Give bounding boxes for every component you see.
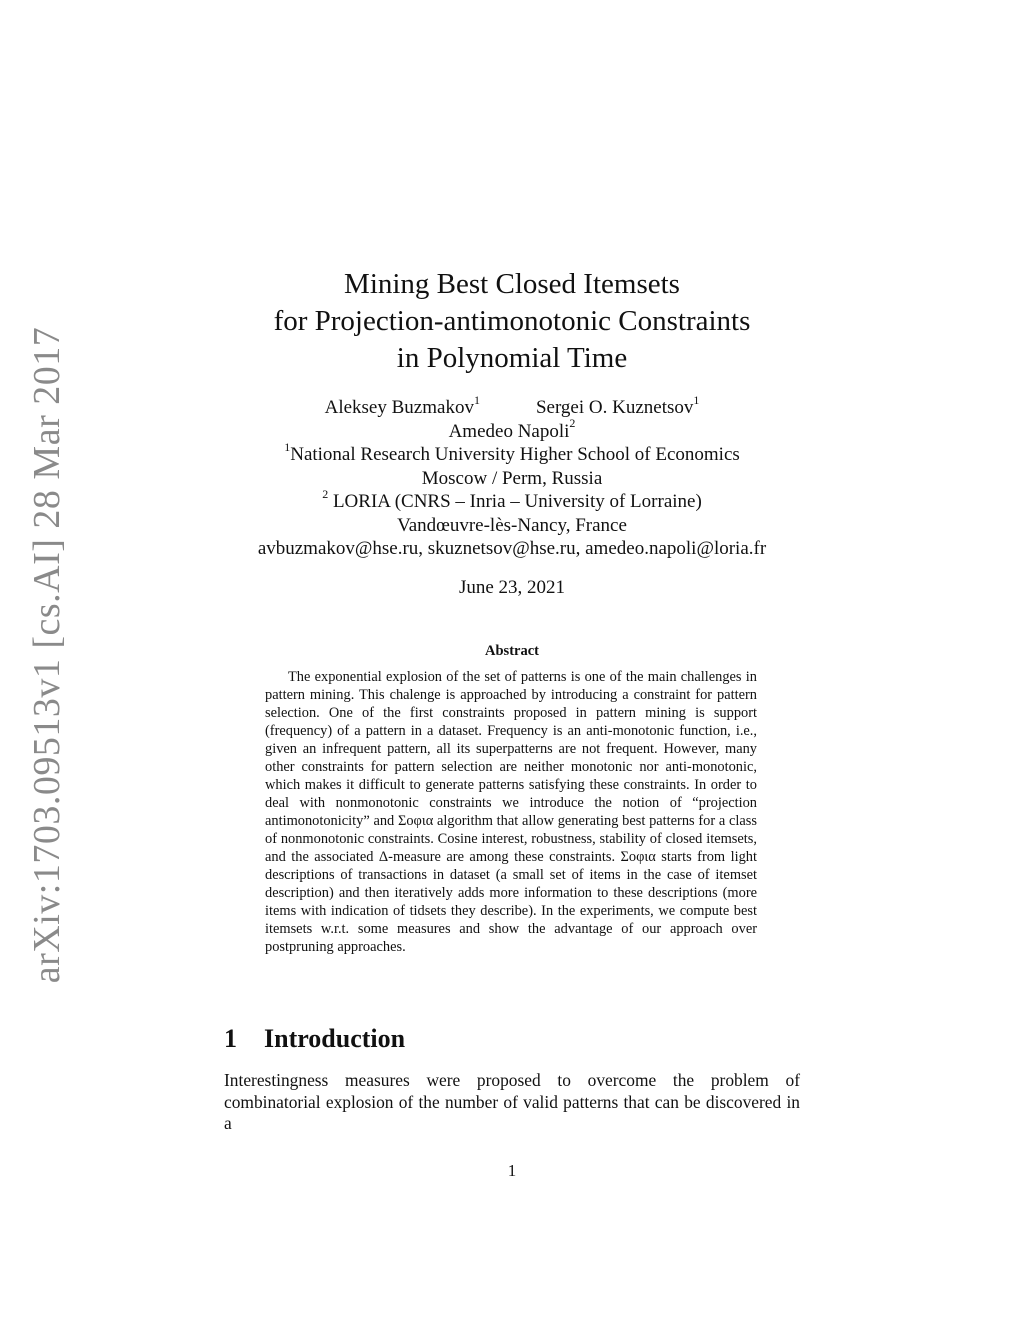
author-name-2: Sergei O. Kuznetsov — [535, 397, 694, 418]
title-line-2: for Projection-antimonotonic Constraints — [273, 305, 751, 337]
author-block — [0, 392, 1024, 561]
section-title: Introduction — [264, 1024, 406, 1053]
paper-title — [0, 266, 1024, 377]
paper-date: June 23, 2021 — [458, 577, 566, 598]
author-emails: avbuzmakov@hse.ru, skuznetsov@hse.ru, amedeo.napoli@loria.fr — [257, 538, 767, 559]
affiliation-1-text: National Research University Higher School of Economics — [290, 444, 740, 465]
author-affiliation-mark-2: 1 — [693, 392, 700, 407]
affiliation-2-mark: 2 — [322, 486, 329, 501]
author-name-3: Amedeo Napoli — [448, 420, 570, 442]
author-affiliation-mark-1: 1 — [473, 392, 480, 407]
introduction-paragraph: Interestingness measures were proposed to overcome the problem of combinatorial explosion of the number of valid patterns that can be discovered in a — [224, 1070, 800, 1133]
author-row-2 — [0, 416, 1024, 444]
affiliation-1-mark: 1 — [284, 439, 291, 454]
affiliation-2-name — [0, 486, 1024, 514]
author-name-1: Aleksey Buzmakov — [324, 397, 474, 418]
abstract-text: The exponential explosion of the set of patterns is one of the main challenges in pattern mining. This chalenge is approached by introducing a constraint for pattern selection. One of the first constraints proposed in pattern mining is support (frequency) of a pattern in a dataset. Frequency is an anti-monotonic function, i.e., given an infrequent pattern, all its superpatterns are not frequent. However, many other constraints for pattern selection are neither monotonic nor anti-monotonic, which makes it difficult to generate patterns satisfying these constraints. In order to deal with nonmonotonic constraints we introduce the notion of “projection antimonotonicity” and Σοφια algorithm that allow generating best patterns for a class of nonmonotonic constraints. Cosine interest, robustness, stability of closed itemsets, and the associated Δ-measure are among these constraints. Σοφια starts from light descriptions of transactions in dataset (a small set of items in the case of itemset description) and then iteratively adds more information to these descriptions (more items with indication of tidsets they describe). In the experiments, we compute best itemsets w.r.t. some measures and show the advantage of our approach over postpruning approaches. — [265, 669, 757, 955]
author-affiliation-mark-3: 2 — [569, 416, 576, 431]
title-line-1: Mining Best Closed Itemsets — [344, 268, 680, 300]
title-line-3: in Polynomial Time — [396, 342, 628, 374]
affiliation-1-location: Moscow / Perm, Russia — [421, 467, 603, 489]
affiliation-2-text: LORIA (CNRS – Inria – University of Lorraine) — [328, 491, 702, 512]
arxiv-identifier-stamp: arXiv:1703.09513v1 [cs.AI] 28 Mar 2017 — [26, 326, 68, 984]
page-number: 1 — [507, 1161, 517, 1180]
author-row-1 — [0, 392, 1024, 420]
section-heading-introduction — [224, 1024, 405, 1054]
abstract-heading: Abstract — [485, 643, 539, 659]
affiliation-1-name — [0, 439, 1024, 467]
section-number: 1 — [224, 1024, 237, 1053]
affiliation-2-location: Vandœuvre-lès-Nancy, France — [397, 514, 627, 536]
